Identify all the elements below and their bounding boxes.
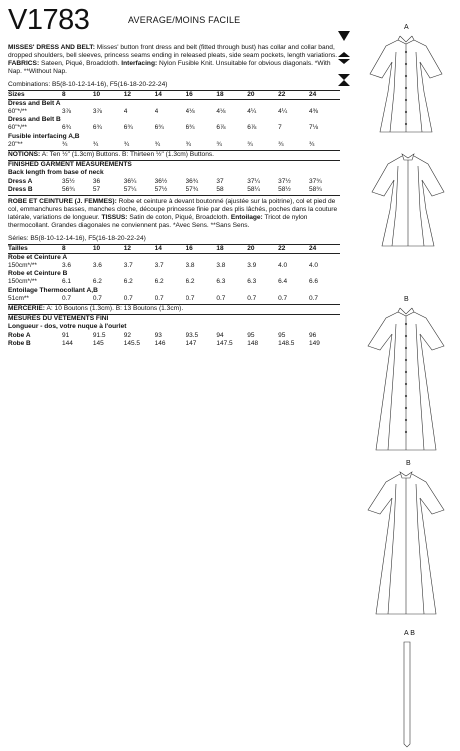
finished-title-en: FINISHED GARMENT MEASUREMENTS <box>8 161 132 169</box>
cell: 6¾ <box>154 124 164 132</box>
pattern-info-column <box>8 4 340 348</box>
cell: 6¾ <box>123 124 133 132</box>
size-cell: 14 <box>155 244 186 253</box>
table-row <box>8 332 340 340</box>
finished-subtitle-en: Back length from base of neck <box>8 169 104 177</box>
finished-table-fr <box>8 332 340 348</box>
yardage-table-fr <box>8 244 340 303</box>
combinations-label-fr: Séries: <box>8 235 29 243</box>
cell: 0.7 <box>62 294 72 302</box>
cell: 6.3 <box>247 278 257 286</box>
fabrics-en: Sateen, Piqué, Broadcloth. <box>39 60 122 68</box>
cell: 37¾ <box>309 177 322 185</box>
cell: 3⅞ <box>62 107 72 115</box>
size-cell: 16 <box>186 90 217 99</box>
size-cell: 12 <box>124 244 155 253</box>
cell: 37½ <box>278 177 291 185</box>
cell: 3.8 <box>185 262 195 269</box>
description-fr-text: Robe et ceinture à devant boutonné (ajustée sur la poitrine), col et pied de col, emmanchures basses, manches cloche, découpe princesse finie par des plis lâchés, poches dans la couture latérale, variations de longueur. <box>8 198 338 222</box>
combinations-values-en: B5(8-10-12-14-16), F5(16-18-20-22-24) <box>52 81 168 89</box>
cell: 4⅛ <box>185 107 195 115</box>
belt-drawing <box>398 640 418 748</box>
cell: 91 <box>62 331 70 339</box>
cell: 3.7 <box>123 262 133 269</box>
figure-label: B <box>404 296 409 303</box>
cell: 0.7 <box>92 294 102 302</box>
cell: 92 <box>123 331 131 339</box>
cell: 146 <box>154 339 166 347</box>
figure-label: A B <box>404 630 415 637</box>
cell: ¾ <box>185 140 191 148</box>
cell: 147.5 <box>216 339 233 347</box>
cell: 0.7 <box>185 294 195 302</box>
dress-b-back-drawing <box>360 468 452 618</box>
notions-en <box>8 151 340 159</box>
cell: 4⅜ <box>309 107 319 115</box>
cell: ¾ <box>123 140 130 148</box>
cell: 37¼ <box>247 177 260 185</box>
row-unit: 20"** <box>8 140 23 148</box>
dress-b-front-drawing <box>358 304 454 454</box>
cell: 6.2 <box>185 278 195 286</box>
cell: 6⅞ <box>216 124 226 132</box>
size-cell: 8 <box>62 90 93 99</box>
size-cell: 18 <box>216 90 247 99</box>
cell: ¾ <box>92 140 99 148</box>
cell: 0.7 <box>309 294 319 302</box>
cell: 148.5 <box>278 339 295 347</box>
cell: 6.2 <box>123 278 133 286</box>
cell: ¾ <box>309 140 315 148</box>
cell: 4.0 <box>309 262 319 269</box>
cell: 36 <box>92 177 101 185</box>
row-label: Robe B <box>8 339 31 347</box>
table-row <box>8 340 340 348</box>
cell: 91.5 <box>92 331 106 339</box>
size-cell: 18 <box>216 244 247 253</box>
notions-text-fr: A: 10 Boutons (1.3cm). B: 13 Boutons (1.3cm). <box>45 305 184 313</box>
cell: 4 <box>154 107 159 115</box>
cell: 6.4 <box>278 278 288 286</box>
cell: 36¾ <box>185 177 199 185</box>
cell: 3.6 <box>92 262 102 269</box>
finished-subtitle-fr: Longueur - dos, votre nuque à l'ourlet <box>8 323 127 331</box>
size-cell: 10 <box>93 244 124 253</box>
cell: 147 <box>185 339 197 347</box>
cell: 6¾ <box>62 124 72 132</box>
combinations-en <box>8 81 340 89</box>
description-en-lead: MISSES' DRESS AND BELT: <box>8 44 95 51</box>
table-row <box>8 178 340 186</box>
size-cell: 16 <box>186 244 217 253</box>
size-cell: 24 <box>309 244 340 253</box>
cell: 4.0 <box>278 262 288 269</box>
size-cell: 10 <box>93 90 124 99</box>
combinations-values-fr: B5(8-10-12-14-16), F5(16-18-20-22-24) <box>30 235 146 243</box>
cell: 95 <box>247 331 255 339</box>
cell: 57 <box>92 185 101 193</box>
header <box>8 4 340 42</box>
sizes-row-en <box>8 90 340 99</box>
cell: 0.7 <box>247 294 257 302</box>
garment-illustrations <box>340 0 460 751</box>
size-cell: 24 <box>309 90 340 99</box>
cell: 0.7 <box>216 294 226 302</box>
cell: 56¾ <box>62 185 75 193</box>
description-fr-lead: ROBE ET CEINTURE (J. FEMMES): <box>8 198 117 206</box>
cell: 4¼ <box>278 107 288 115</box>
cell: 3.7 <box>154 262 164 269</box>
cell: 36½ <box>154 177 168 185</box>
difficulty-label: AVERAGE/MOINS FACILE <box>128 15 241 25</box>
description-fr <box>8 198 340 230</box>
size-cell: 22 <box>278 90 309 99</box>
interfacing-label-fr: Entoilage: <box>230 214 263 222</box>
fabrics-label-fr: TISSUS: <box>101 214 128 222</box>
row-title: Robe et Ceinture B <box>8 270 68 278</box>
cell: ¾ <box>216 140 222 148</box>
cell: 6.2 <box>154 278 164 286</box>
cell: 95 <box>278 331 286 339</box>
cell: 7 <box>278 124 282 132</box>
cell: 6.2 <box>92 278 102 286</box>
size-cell: 22 <box>278 244 309 253</box>
fabrics-fr: Satin de coton, Piqué, Broadcloth. <box>127 214 231 222</box>
combinations-label-en: Combinations: <box>8 81 51 89</box>
size-cell: 8 <box>62 244 93 253</box>
cell: 58¼ <box>247 185 260 193</box>
cell: 148 <box>247 339 259 347</box>
table-row <box>8 278 340 286</box>
dress-a-front-drawing <box>360 32 452 136</box>
table-row <box>8 108 340 116</box>
row-unit: 150cm*/** <box>8 262 37 269</box>
cell: 0.7 <box>154 294 164 302</box>
cell: 3.9 <box>247 262 257 269</box>
description-en-text: Misses' button front dress and belt (fitted through bust) has collar and collar band, dropped shoulders, bell sleeves, princess seams ending in released pleats, side seam pockets, length variations. <box>8 44 338 60</box>
pattern-number: V1783 <box>8 4 90 36</box>
notions-label-fr: MERCERIE: <box>8 305 45 313</box>
cell: 36¼ <box>123 177 137 185</box>
cell: 93 <box>154 331 162 339</box>
row-label: Dress B <box>8 185 33 193</box>
cell: 57½ <box>154 185 168 193</box>
cell: 6¾ <box>185 124 195 132</box>
cell: ¾ <box>247 140 253 148</box>
finished-title-fr: MESURES DU VÊTEMENTS FINI <box>8 315 109 323</box>
cell: 57¼ <box>123 185 137 193</box>
fabrics-label-en: FABRICS: <box>8 60 40 68</box>
figure-label: B <box>406 460 411 467</box>
cell: 37 <box>216 177 224 185</box>
finished-table-en <box>8 178 340 194</box>
cell: 3⅞ <box>92 107 102 115</box>
notions-label-en: NOTIONS: <box>8 151 41 158</box>
cell: 58¾ <box>309 185 322 193</box>
cell: 149 <box>309 339 320 347</box>
cell: 3.8 <box>216 262 226 269</box>
yardage-table-en <box>8 90 340 149</box>
description-en <box>8 44 340 76</box>
cell: 58 <box>216 185 224 193</box>
cell: 145 <box>92 339 104 347</box>
table-row <box>8 141 340 149</box>
row-title: Dress and Belt A <box>8 99 61 107</box>
row-unit: 60"*/** <box>8 107 27 115</box>
cell: 35½ <box>62 177 75 185</box>
row-label: Robe A <box>8 331 31 339</box>
size-cell: 14 <box>155 90 186 99</box>
sizes-row-fr <box>8 244 340 253</box>
interfacing-fr: Tricot de nylon thermocollant. Grandes diagonales ne conviennent pas. *Avec Sens. **Sans Sens. <box>8 214 308 230</box>
row-label: Dress A <box>8 177 33 185</box>
cell: 7⅛ <box>309 124 319 132</box>
row-unit: 150cm*/** <box>8 278 37 286</box>
cell: 58½ <box>278 185 291 193</box>
row-unit: 60"*/** <box>8 124 27 132</box>
interfacing-en: Nylon Fusible Knit. Unsuitable for obvious diagonals. *With Nap. **Without Nap. <box>8 60 331 76</box>
dress-a-back-drawing <box>364 150 452 250</box>
sizes-label-en: Sizes <box>8 90 62 99</box>
notions-fr <box>8 305 340 313</box>
cell: 6.3 <box>216 278 226 286</box>
cell: 6.6 <box>309 278 319 286</box>
combinations-fr <box>8 235 340 243</box>
row-unit: 51cm** <box>8 294 29 302</box>
cell: ¾ <box>62 140 68 148</box>
cell: 6.1 <box>62 278 72 286</box>
cell: 4⅛ <box>216 107 226 115</box>
cell: 144 <box>62 339 73 347</box>
sizes-label-fr: Tailles <box>8 244 62 253</box>
cell: 57¾ <box>185 185 199 193</box>
table-row <box>8 295 340 303</box>
notions-text-en: A: Ten ½" (1.3cm) Buttons. B: Thirteen ½" (1.3cm) Buttons. <box>40 151 215 158</box>
cell: 96 <box>309 331 317 339</box>
table-row <box>8 186 340 194</box>
size-cell: 20 <box>247 90 278 99</box>
row-title: Robe et Ceinture A <box>8 253 68 261</box>
table-row <box>8 262 340 270</box>
cell: ¾ <box>278 140 284 148</box>
cell: ¾ <box>154 140 161 148</box>
cell: 6¾ <box>92 124 102 132</box>
cell: 0.7 <box>278 294 288 302</box>
size-cell: 12 <box>124 90 155 99</box>
cell: 145.5 <box>123 339 141 347</box>
cell: 6⅞ <box>247 124 257 132</box>
cell: 4¼ <box>247 107 257 115</box>
row-title: Fusible interfacing A,B <box>8 132 80 140</box>
cell: 3.6 <box>62 262 72 269</box>
table-row <box>8 124 340 132</box>
interfacing-label-en: Interfacing: <box>121 60 158 68</box>
cell: 4 <box>123 107 128 115</box>
cell: 0.7 <box>123 294 133 302</box>
figure-label: A <box>404 24 409 31</box>
cell: 93.5 <box>185 331 199 339</box>
row-title: Entoilage Thermocollant A,B <box>8 286 98 294</box>
size-cell: 20 <box>247 244 278 253</box>
row-title: Dress and Belt B <box>8 116 61 124</box>
cell: 94 <box>216 331 224 339</box>
